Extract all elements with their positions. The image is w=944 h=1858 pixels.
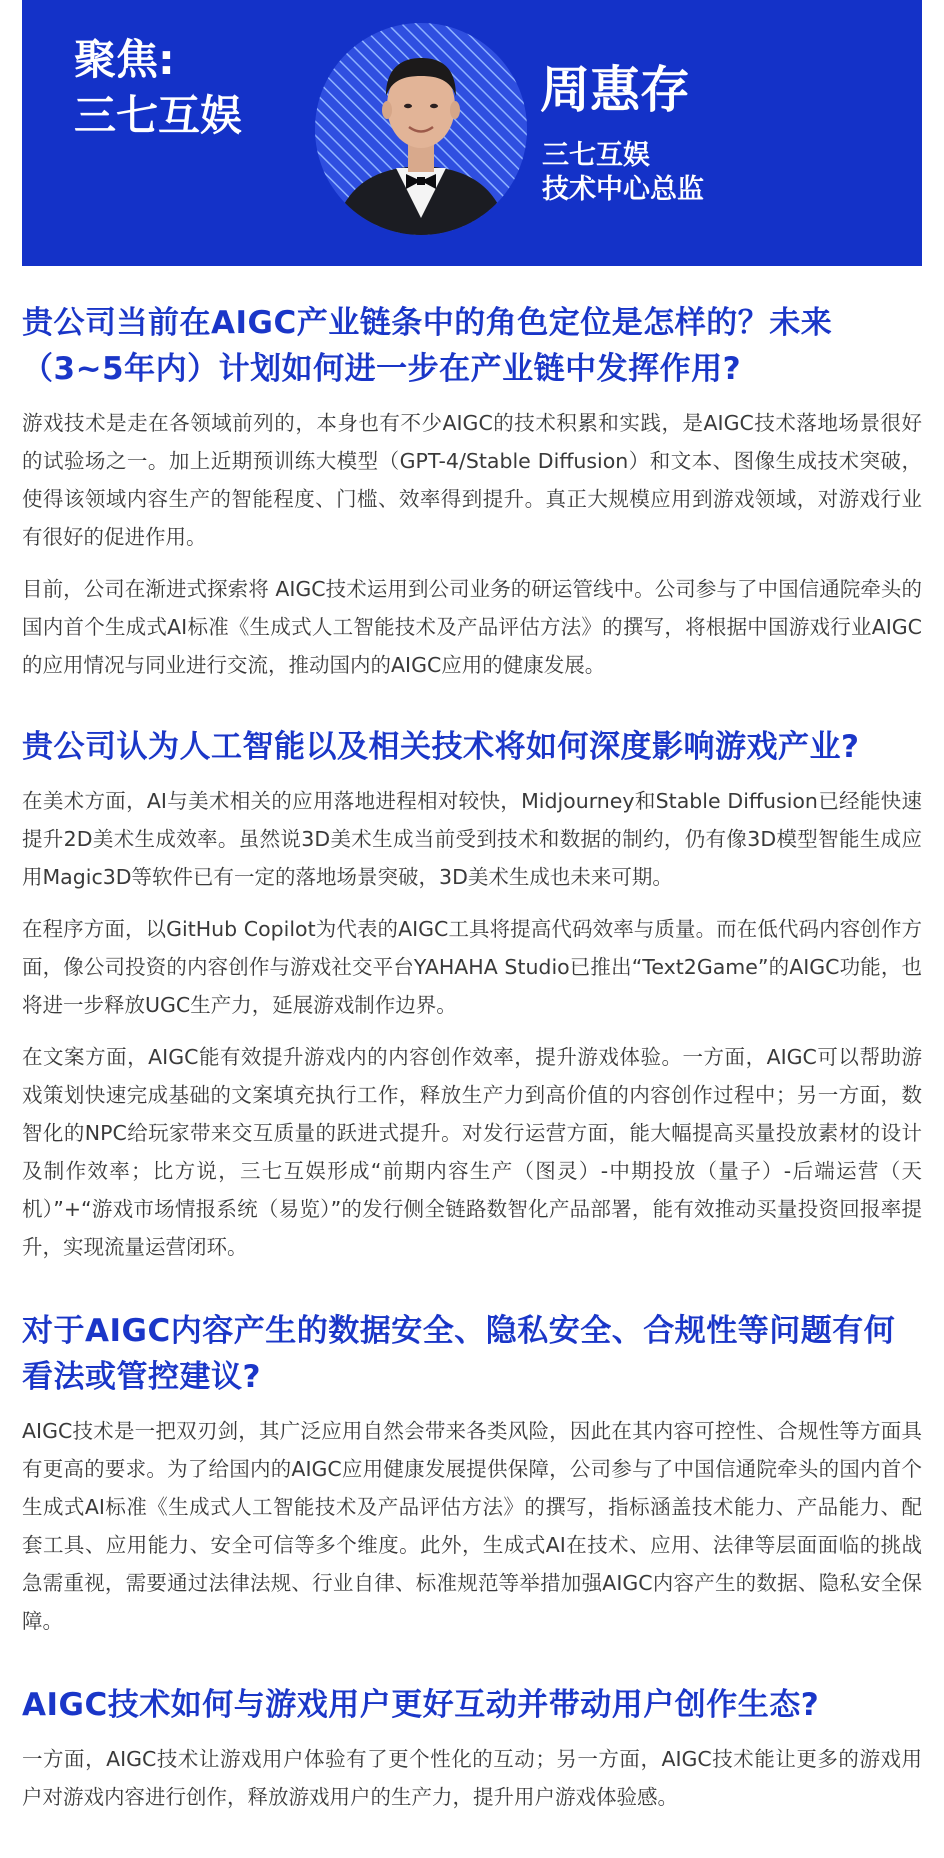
qa-section — [22, 724, 922, 1266]
answer-paragraph: 目前，公司在渐进式探索将 AIGC技术运用到公司业务的研运管线中。公司参与了中国信通院牵头的国内首个生成式AI标准《生成式人工智能技术及产品评估方法》的撰写，将根据中国游戏行业AIGC的应用情况与同业进行交流，推动国内的AIGC应用的健康发展。 — [22, 577, 922, 677]
person-name: 周惠存 — [540, 61, 690, 119]
answer-paragraph: 在程序方面，以GitHub Copilot为代表的AIGC工具将提高代码效率与质量。而在低代码内容创作方面，像公司投资的内容创作与游戏社交平台YAHAHA Studio已推出“Text2Game”的AIGC功能，也将进一步释放UGC生产力，延展游戏制作边界。 — [22, 917, 922, 1017]
answer-paragraph: 在文案方面，AIGC能有效提升游戏内的内容创作效率，提升游戏体验。一方面，AIGC可以帮助游戏策划快速完成基础的文案填充执行工作，释放生产力到高价值的内容创作过程中；另一方面，数智化的NPC给玩家带来交互质量的跃进式提升。对发行运营方面，能大幅提高买量投放素材的设计及制作效率；比方说，三七互娱形成“前期内容生产（图灵）-中期投放（量子）-后端运营（天机）”+“游戏市场情报系统（易览）”的发行侧全链路数智化产品部署，能有效推动买量投资回报率提升，实现流量运营闭环。 — [22, 1045, 922, 1259]
portrait-illustration — [310, 18, 532, 246]
answer-paragraph: 一方面，AIGC技术让游戏用户体验有了更个性化的互动；另一方面，AIGC技术能让更多的游戏用户对游戏内容进行创作，释放游戏用户的生产力，提升用户游戏体验感。 — [22, 1747, 922, 1809]
qa-section — [22, 300, 922, 684]
article-body — [22, 300, 922, 1858]
question-heading: AIGC技术如何与游戏用户更好互动并带动用户创作生态? — [22, 1687, 820, 1723]
qa-section — [22, 1682, 922, 1816]
person-title: 技术中心总监 — [542, 174, 704, 205]
person-company: 三七互娱 — [542, 140, 650, 171]
focus-label: 聚焦: — [74, 35, 175, 84]
answer-paragraph: AIGC技术是一把双刃剑，其广泛应用自然会带来各类风险，因此在其内容可控性、合规性等方面具有更高的要求。为了给国内的AIGC应用健康发展提供保障，公司参与了中国信通院牵头的国内首个生成式AI标准《生成式人工智能技术及产品评估方法》的撰写，指标涵盖技术能力、产品能力、配套工具、应用能力、安全可信等多个维度。此外，生成式AI在技术、应用、法律等层面面临的挑战急需重视，需要通过法律法规、行业自律、标准规范等举措加强AIGC内容产生的数据、隐私安全保障。 — [22, 1419, 922, 1633]
focus-title — [74, 32, 242, 144]
header-banner — [22, 0, 922, 266]
qa-section — [22, 1308, 922, 1640]
question-heading: 对于AIGC内容产生的数据安全、隐私安全、合规性等问题有何看法或管控建议? — [22, 1313, 896, 1395]
answer-paragraph: 游戏技术是走在各领域前列的，本身也有不少AIGC的技术积累和实践，是AIGC技术落地场景很好的试验场之一。加上近期预训练大模型（GPT-4/Stable Diffusion）和文本、图像生成技术突破，使得该领域内容生产的智能程度、门槛、效率得到提升。真正大规模应用到游戏领域，对游戏行业有很好的促进作用。 — [22, 411, 922, 549]
focus-company: 三七互娱 — [74, 91, 243, 140]
question-heading: 贵公司当前在AIGC产业链条中的角色定位是怎样的？未来（3~5年内）计划如何进一步在产业链中发挥作用? — [22, 305, 833, 387]
answer-paragraph: 在美术方面，AI与美术相关的应用落地进程相对较快，Midjourney和Stable Diffusion已经能快速提升2D美术生成效率。虽然说3D美术生成当前受到技术和数据的制约，仍有像3D模型智能生成应用Magic3D等软件已有一定的落地场景突破，3D美术生成也未来可期。 — [22, 789, 922, 889]
question-heading: 贵公司认为人工智能以及相关技术将如何深度影响游戏产业? — [22, 729, 860, 765]
portrait — [310, 18, 532, 246]
